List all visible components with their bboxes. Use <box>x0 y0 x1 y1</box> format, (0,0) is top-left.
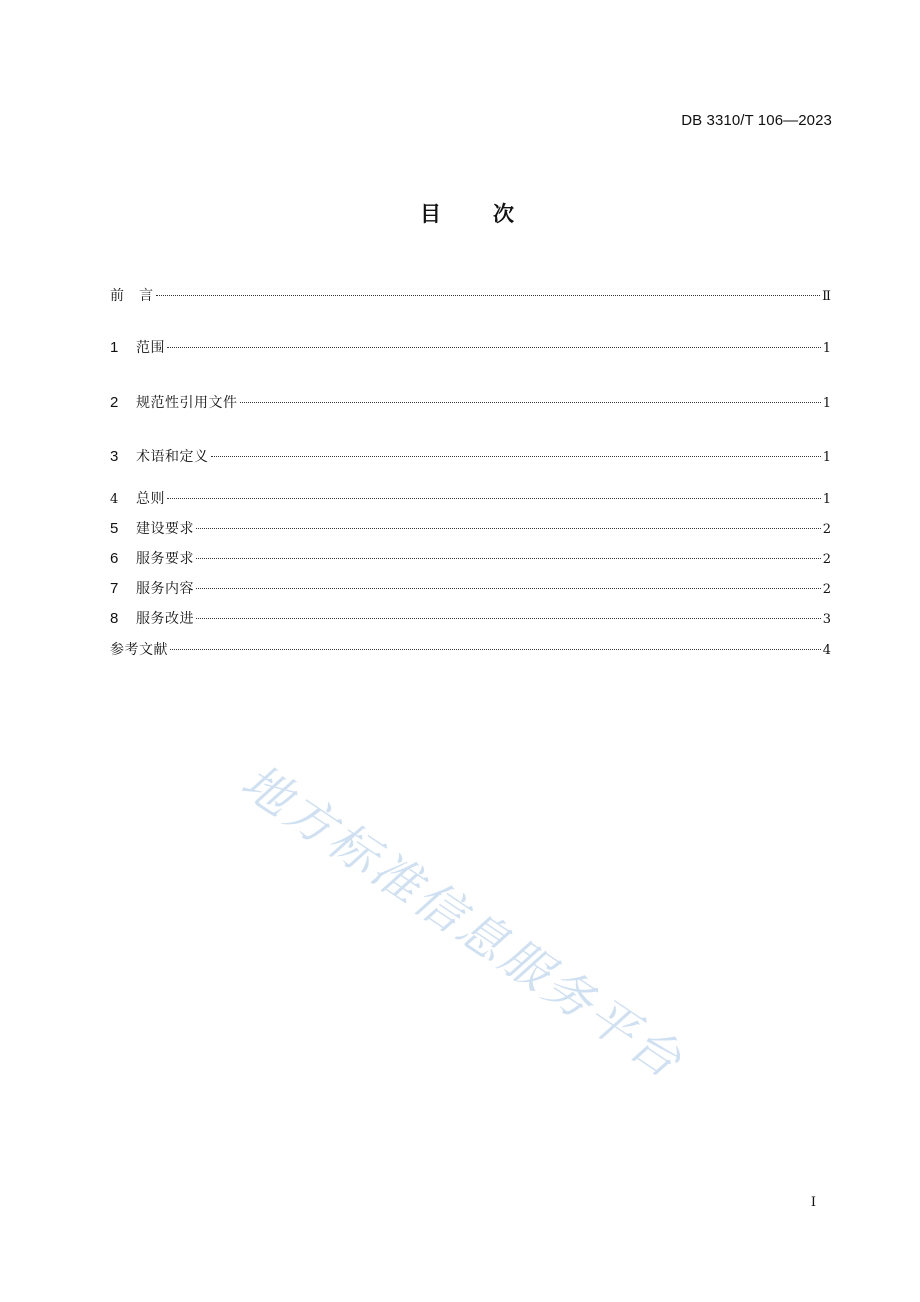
toc-entry-page: 3 <box>822 612 831 627</box>
toc-entry-page: 1 <box>822 396 831 411</box>
toc-leader <box>167 497 821 499</box>
toc-entry-label: 服务要求 <box>136 551 194 567</box>
toc-entry-service-content[interactable] <box>110 579 831 599</box>
toc-entry-label: 服务内容 <box>136 581 194 597</box>
toc-leader <box>167 346 821 348</box>
toc-entry-page: 1 <box>822 341 831 356</box>
toc-entry-label: 建设要求 <box>136 521 194 537</box>
toc-entry-number: 2 <box>110 394 119 411</box>
toc-entry-page: 2 <box>822 582 831 597</box>
toc-entry-label: 总则 <box>136 491 165 507</box>
toc-entry-page: 1 <box>822 450 831 465</box>
toc-leader <box>196 587 821 589</box>
toc-title <box>0 198 920 228</box>
toc-entry-bibliography[interactable] <box>110 640 831 660</box>
toc-leader <box>196 557 821 559</box>
toc-entry-label: 规范性引用文件 <box>136 395 238 411</box>
toc-entry-terms-definitions[interactable] <box>110 447 831 467</box>
toc-leader <box>240 401 821 403</box>
toc-entry-number: 4 <box>110 492 119 507</box>
toc-entry-label: 范围 <box>136 340 165 356</box>
toc-entry-foreword[interactable] <box>110 286 831 306</box>
toc-leader <box>196 617 821 619</box>
toc-entry-label: 前 言 <box>110 288 154 304</box>
document-code: DB 3310/T 106—2023 <box>681 112 832 129</box>
toc-entry-page: 1 <box>822 492 831 507</box>
toc-entry-number: 5 <box>110 520 119 537</box>
footer-page-number: I <box>810 1195 816 1210</box>
toc-entry-page: 2 <box>822 522 831 537</box>
toc-leader <box>196 527 821 529</box>
toc-entry-construction-requirements[interactable] <box>110 519 831 539</box>
toc-entry-number: 7 <box>110 580 119 597</box>
toc-entry-page: 2 <box>822 552 831 567</box>
toc-entry-page: 4 <box>822 643 831 658</box>
toc-title-left: 目 <box>420 202 441 226</box>
toc-entry-number: 6 <box>110 550 119 567</box>
toc-entry-general[interactable] <box>110 489 831 509</box>
toc-entry-label: 服务改进 <box>136 611 194 627</box>
toc-entry-page: Ⅱ <box>822 289 831 304</box>
toc-entry-number: 3 <box>110 448 119 465</box>
toc-entry-number: 1 <box>110 339 119 356</box>
toc-entry-scope[interactable] <box>110 338 831 358</box>
toc-entry-service-improvement[interactable] <box>110 609 831 629</box>
toc-entry-normative-references[interactable] <box>110 393 831 413</box>
toc-title-right: 次 <box>493 202 514 226</box>
toc-leader <box>156 294 821 296</box>
toc-leader <box>211 455 821 457</box>
toc-entry-service-requirements[interactable] <box>110 549 831 569</box>
watermark-text: 地方标准信息服务平台 <box>231 753 694 1091</box>
toc-leader <box>170 648 821 650</box>
toc-entry-label: 参考文献 <box>110 642 168 658</box>
toc-entry-number: 8 <box>110 610 119 627</box>
toc-entry-label: 术语和定义 <box>136 449 209 465</box>
